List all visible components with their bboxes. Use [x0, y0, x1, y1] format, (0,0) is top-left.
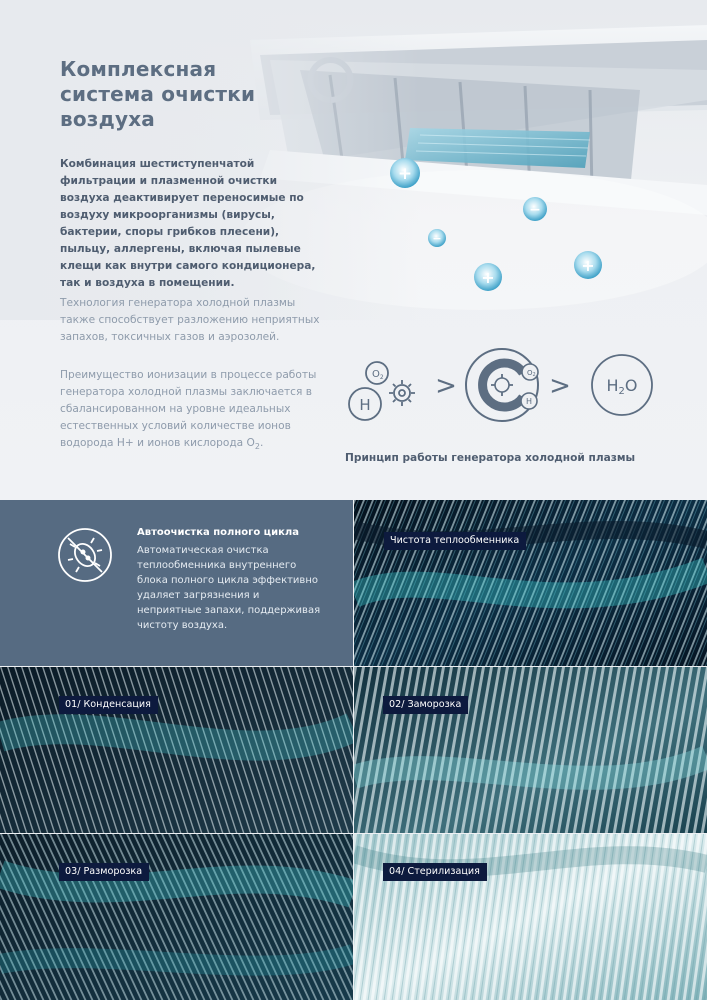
plasma-odor-paragraph: Технология генератора холодной плазмы также способствует разложению неприятных запахов, токсичных газов и аэрозолей.	[60, 297, 320, 343]
h2o-o: O	[624, 376, 638, 395]
auto-clean-info	[0, 500, 353, 666]
oxygen-subscript: 2	[254, 442, 260, 452]
svg-text:+: +	[581, 256, 595, 275]
plasma-o2-label: O	[527, 369, 533, 377]
positive-ion-icon	[390, 158, 420, 188]
h-label: H	[359, 396, 371, 414]
stage-clean-tile	[354, 500, 707, 666]
intro-bold-paragraph: Комбинация шестиступенчатой фильтрации и плазменной очистки воздуха деактивирует переносимые по воздуху микроорганизмы (вирусы, бактерии, споры грибков плесени), пыльцу, аллергены, включая пылевые клещи как внутри самого кондиционера, так и воздуха в помещении.	[60, 158, 316, 289]
positive-ion-icon	[574, 251, 602, 279]
o2-subscript: 2	[379, 374, 384, 381]
svg-text:−: −	[432, 232, 442, 245]
defrost-image	[0, 834, 353, 1000]
negative-ion-icon	[428, 229, 446, 247]
stage-label: Чистота теплообменника	[384, 532, 526, 550]
negative-ion-icon	[523, 197, 547, 221]
auto-clean-text: Автоматическая очистка теплообменника внутреннего блока полного цикла эффективно удаляет загрязнения и неприятные запахи, поддерживая чистоту воздуха.	[137, 545, 321, 631]
diagram-caption: Принцип работы генератора холодной плазмы	[345, 452, 636, 464]
microbe-icon	[389, 380, 415, 406]
positive-ion-icon	[474, 263, 502, 291]
condensation-image	[0, 667, 353, 833]
h2o-subscript: 2	[618, 386, 625, 397]
svg-text:−: −	[529, 202, 541, 218]
plasma-generator-icon	[466, 349, 538, 421]
stage-label: 03/ Разморозка	[59, 863, 149, 881]
arrow-right-icon: >	[549, 371, 571, 401]
stage-freezing-tile	[354, 667, 707, 833]
ionization-text: Преимущество ионизации в процессе работы генератора холодной плазмы заключается в сбалансированном на уровне идеальных естественных условий количестве ионов водорода H+ и ионов кислорода O	[60, 369, 317, 449]
title-line: система очистки	[60, 82, 256, 106]
plasma-h-label: H	[525, 397, 533, 406]
freezing-image	[354, 667, 707, 833]
stage-label: 01/ Конденсация	[59, 696, 158, 714]
title-line: воздуха	[60, 107, 156, 131]
plasma-o2-subscript: 2	[532, 372, 536, 378]
page-title	[60, 57, 320, 132]
water-molecule-icon	[592, 355, 652, 415]
o2-label: O	[372, 369, 380, 380]
sterilization-image	[354, 834, 707, 1000]
svg-text:H2O	[607, 376, 638, 397]
stage-label: 02/ Заморозка	[383, 696, 468, 714]
stage-sterilization-tile	[354, 834, 707, 1000]
stage-defrost-tile	[0, 834, 353, 1000]
bacteria-crossed-icon	[57, 527, 113, 583]
stage-label: 04/ Стерилизация	[383, 863, 487, 881]
stage-condensation-tile	[0, 667, 353, 833]
title-line: Комплексная	[60, 57, 217, 81]
svg-text:O2	[372, 369, 384, 381]
auto-clean-title: Автоочистка полного цикла	[137, 527, 299, 538]
ionization-period: .	[259, 437, 264, 449]
heat-exchanger-image	[354, 500, 707, 666]
h2o-h: H	[606, 376, 619, 395]
arrow-right-icon: >	[435, 371, 457, 401]
cold-plasma-diagram	[340, 345, 670, 425]
ionization-paragraph	[60, 367, 330, 455]
svg-text:+: +	[481, 268, 495, 287]
svg-text:+: +	[397, 164, 413, 184]
auto-clean-grid	[0, 500, 707, 1000]
